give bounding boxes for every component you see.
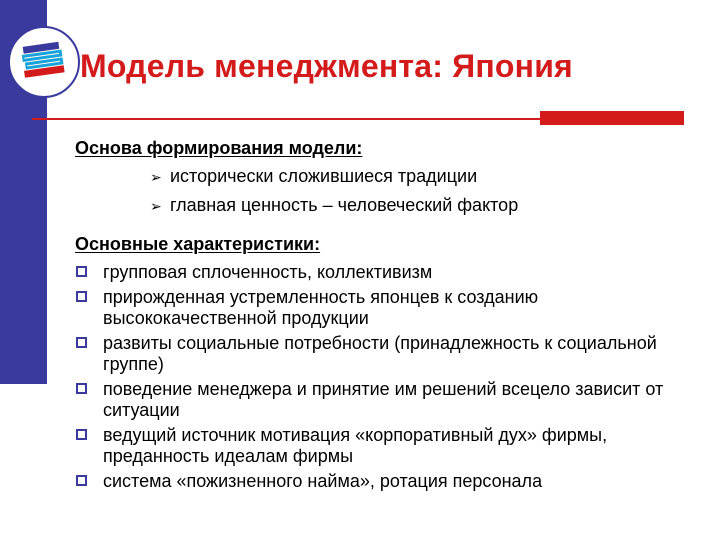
slide-title: Модель менеджмента: Япония	[80, 48, 573, 84]
list-item	[75, 425, 715, 467]
checkbox-bullet-icon	[76, 266, 87, 277]
list-item	[75, 287, 715, 329]
books-logo-icon	[8, 26, 80, 98]
list-item-text: ведущий источник мотивация «корпоративный дух» фирмы, преданность идеалам фирмы	[103, 425, 608, 466]
list-item-text: групповая сплоченность, коллективизм	[103, 262, 433, 282]
checkbox-bullet-icon	[76, 337, 87, 348]
section-heading-characteristics: Основные характеристики:	[75, 234, 321, 254]
arrow-bullet-icon: ➢	[150, 198, 162, 214]
list-item	[75, 471, 715, 492]
checkbox-bullet-icon	[76, 383, 87, 394]
title-divider-line	[32, 118, 542, 120]
arrow-bullet-icon: ➢	[150, 169, 162, 185]
title-divider-accent	[540, 111, 684, 125]
checkbox-bullet-icon	[76, 429, 87, 440]
checkbox-bullet-icon	[76, 291, 87, 302]
basis-item-text: исторически сложившиеся традиции	[170, 166, 478, 186]
list-item-text: поведение менеджера и принятие им решений всецело зависит от ситуации	[103, 379, 664, 420]
basis-item	[150, 166, 477, 187]
list-item	[75, 379, 715, 421]
list-item	[75, 333, 715, 375]
basis-item-text: главная ценность – человеческий фактор	[170, 195, 519, 215]
section-heading-basis: Основа формирования модели:	[75, 138, 363, 158]
characteristics-list	[75, 262, 715, 496]
list-item-text: прирожденная устремленность японцев к созданию высококачественной продукции	[103, 287, 539, 328]
basis-item	[150, 195, 518, 216]
list-item-text: развиты социальные потребности (принадлежность к социальной группе)	[103, 333, 657, 374]
checkbox-bullet-icon	[76, 475, 87, 486]
list-item	[75, 262, 715, 283]
list-item-text: система «пожизненного найма», ротация персонала	[103, 471, 543, 491]
